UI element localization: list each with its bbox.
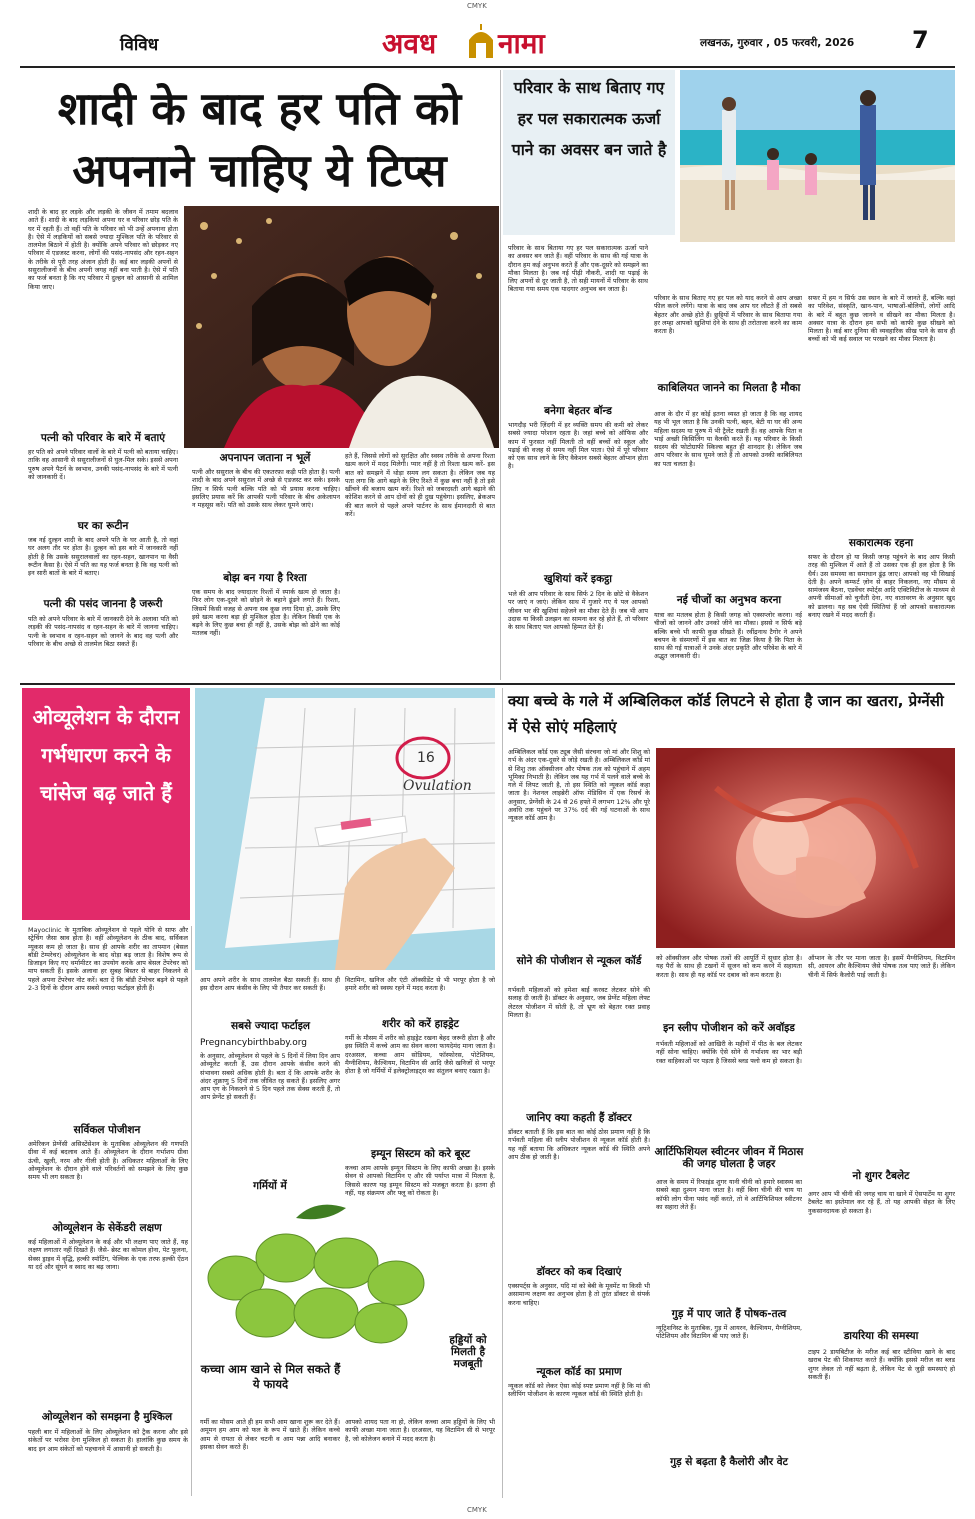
article2-col3-positive: सफर के दौरान हो या किसी जगह पहुंचने के बाद आप किसी तरह की मुश्किल में आते हैं तो उसका एक ही हल होता है कि धैर्य। उस समस्या का समाधान ढूंढ़ जाए। आपको वह भी सिखाई देती है। अपने कम्फर्ट ज़ोन से बाहर निकलना, नए मौसम से सामंजस्य बैठना, एडवेंचर स्पोर्ट्स आदि एक्टिविटीज के माध्यम से अपनी सीमाओं को चुनौती देना, नए वातावरण के अनुसार खुद को ढालना। यह सब ऐसी स्थितियां हैं जो आपको सकारात्मक बनाए रखने में मदद करती हैं।: [808, 553, 955, 620]
top-print-marks: [0, 0, 975, 14]
article3-col2-intro: आप अपने शरीर के साथ तालमेल बैठा सकती हैं। साथ ही इस दौरान आप कंसीव के लिए भी तैयार कर सकती हैं।: [200, 976, 340, 993]
page-header: [0, 14, 975, 66]
heading-likes: पत्नी की पसंद जानना है जरूरी: [43, 598, 163, 610]
fetus-photo: [656, 748, 955, 948]
fertile-source: Pregnancybirthbaby.org: [200, 1038, 307, 1048]
couple-photo: [184, 206, 499, 448]
heading-avoid: इन स्लीप पोजीशन को करें अवॉइड: [663, 1022, 795, 1034]
heading-burden: बोझ बन गया है रिश्ता: [223, 572, 307, 584]
logo-left: अवध: [382, 27, 437, 60]
article3-col1-cervical: अमेरिकन प्रेग्नेंसी असिस्टेंसेशन के मुताबिक ओव्यूलेशन की गणपति ग्रीवा में कई बदलाव आते हैं। ओव्यूलेशन के दौरान गर्भाशय ग्रीवा ऊंची, खुली, नरम और गीली होती है। अधिकतर महिलाओं के लिए ओव्यूलेशन के दौरान होने वाले परिवर्तनों को समझने के लिए कुछ समय भी लग सकता है।: [28, 1140, 188, 1182]
article3-col1-hard: पहली बार में महिलाओं के लिए ओव्यूलेशन को ट्रैक करना और इसे संकेतों पर भरोसा देना मुश्किल हो सकता है। हालांकि कुछ समय के बाद इन आम संकेतों को पहचानने में आसानी हो सकती है।: [28, 1428, 188, 1453]
heading-calorie: गुड़ से बढ़ता है कैलोरी और वेट: [670, 1456, 788, 1468]
heading-family: पत्नी को परिवार के बारे में बताएं: [40, 432, 166, 444]
article4-col1-intro: अम्बिलिकल कॉर्ड एक ट्यूब जैसी संरचना जो मां और शिशु को गर्भ के अंदर एक-दूसरे से जोड़े रखती है। अम्बिलिकल कॉर्ड मां से शिशु तक ऑक्सीजन और पोषक तत्व को पहुंचाने में अहम भूमिका निभाती है। लेकिन जब यह गर्भ में पलने वाले बच्चे के गले में लिपट जाती है, तो इस स्थिति को न्यूकल कॉर्ड कहा जाता है। नेशनल लाइब्रेरी ऑफ मेडिसिन में एक रिसर्च के अनुसार, प्रेग्नेंसी के 24 से 26 हफ्ते में लगभग 12% और पूरे अवधि तक पहुंचने पर 37% दर्द की गई घटनाओं के साथ न्यूकल कॉर्ड आम है।: [508, 748, 650, 823]
article3-col3-cont: विटामिन, खनिज और एंटी ऑक्सीडेंट से भी भरपूर होता है जो हमारे शरीर को स्वस्थ रहने में मदद करता है।: [345, 976, 495, 993]
heading-bones: हड्डियों को मिलती है मजबूती: [449, 1334, 487, 1370]
page-number: 7: [912, 26, 929, 54]
article2-col1-joy: भले की आप परिवार के साथ सिर्फ 2 दिन के छोटे से वैकेशन पर जाएं न जाएं। लेकिन साथ में गुजारे गए ये पल आपको जीवन भर की खुशियां सहेजने का मौका देते हैं। जब भी आप उदास या किसी उलझन का सामना कर रहे होते हैं, तो परिवार के साथ बिताए पल आपको हिम्मत देते हैं।: [508, 590, 648, 632]
raw-mango-photo: [196, 1198, 436, 1348]
heading-secondary: ओव्यूलेशन के सेकेंडरी लक्षण: [52, 1222, 162, 1234]
article2-col1-intro: परिवार के साथ बिताया गए हर पल सकारात्मक ऊर्जा पाने का अवसर बन जाते हैं। वहीं परिवार के साथ की गई यात्रा के दौरान हम कई अनुभव करते हैं और एक-दूसरे को समझने का मौका मिलता है। जब नई पीढ़ी नौकरी, शादी या पढ़ाई के लिए अपनों से दूर जाती है, तो सही मायनों में परिवार के साथ बिताया गया समय एक यादगार अनुभव बन जाता है।: [508, 244, 648, 294]
article2-title: परिवार के साथ बिताए गए हर पल सकारात्मक ऊर्जा पाने का अवसर बन जाते है: [511, 78, 667, 159]
family-beach-photo: [680, 70, 955, 242]
heading-hydrate: शरीर को करें हाइड्रेट: [382, 1018, 459, 1030]
heading-joy: खुशियां करें इकट्ठा: [543, 573, 612, 585]
calendar-day: 16: [417, 750, 435, 766]
article4-col2-avoid: गर्भवती महिलाओं को आखिरी के महीनों में पीठ के बल लेटकर नहीं सोना चाहिए। क्योंकि ऐसे सोने से गर्भाशय का भार बड़ी रक्त वाहिकाओं पर पड़ता है जिससे ब्लड फ्लो कम हो सकता है।: [656, 1040, 802, 1065]
article3-col1-intro: Mayoclinic के मुताबिक ओव्यूलेशन से पहले योनि से साफ और स्ट्रेचिंग जैसा स्राव होता है। वहीं ओव्यूलेशन के ठीक बाद, सर्विकल म्यूकस कम हो जाता है। साथ ही आपके शरीर का तापमान (बेसल बॉडी टेम्परेचर) ओव्यूलेशन के बाद थोड़ा बढ़ जाता है। विशेष रूप से डिजाइन किए गए थर्मामीटर का उपयोग करके आप बेसल टेंपरेचर को माप सकती हैं। इसके अलावा हर सुबह बिस्तर से बाहर निकलने से पहले अपना टेंपरेचर नोट करें। बता दें कि बॉडी टेंपरेचर बढ़ने से पहले 2-3 दिनों के दौरान आप सबसे ज्यादा फर्टाइल होती हैं।: [28, 926, 188, 993]
article1-col1-routine: जब नई दुल्हन शादी के बाद अपने पति के घर आती है, तो वहां घर अलग तौर पर होता है। दुल्हन को इस बारे में जानकारी नहीं होती है कि उसके ससुरालवालों का रहन-सहन, खानपान या वैसी रूटीन कैसा है। ऐसे में पति का यह फर्ज बनता है कि वह पत्नी को इन सारी बातों के बारे में बताए।: [28, 536, 178, 578]
article4-col1-proof: न्यूकल कॉर्ड को लेकर ऐसा कोई स्पष्ट प्रमाण नहीं है कि मां की स्लीपिंग पोजीशन के कारण न्यूकल कॉर्ड की स्थिति होती है।: [508, 1382, 650, 1399]
heading-doctor: जानिए क्या कहती हैं डॉक्टर: [526, 1112, 632, 1124]
heading-digest: गुड़ में पाए जाते हैं पोषक-तत्व: [671, 1308, 787, 1320]
dateline: लखनऊ, गुरुवार , 05 फरवरी, 2026: [700, 37, 855, 49]
article1-col1-likes: पति को अपने परिवार के बारे में जानकारी देने के अलावा पति को लड़की की पसंद-नापसंद व रहन-सहन के बारे में जानना चाहिए। पत्नी के स्वभाव व रहन-सहन को जानने के बाद वह पत्नी और परिवार के बीच अच्छे से तालमेल बिठा सकते हैं।: [28, 615, 178, 648]
article4-col2-digest: न्यूट्रिशनिस्ट के मुताबिक, गुड़ में आयरन, कैल्शियम, मैग्नीशियम, पोटेशियम और विटामिन बी पाए जाते हैं।: [656, 1324, 802, 1341]
heading-new: नई चीजों का अनुभव करना: [676, 594, 782, 606]
article3-col1-secondary: कई महिलाओं में ओव्यूलेशन के कई और भी लक्षण पाए जाते हैं, यह लक्षण लगातार नहीं दिखते हैं। जैसे- ब्रेस्ट का कोमल होना, पेट फूलना, सेक्स ड्राइव में वृद्धि, हल्की स्पॉटिंग, पेल्विक के एक तरफ हल्की ऐंठन या दर्द और सूंघने व स्वाद का बढ़ जाना।: [28, 1238, 188, 1271]
cmyk-label-bottom: CMYK: [467, 1506, 487, 1514]
heading-bond: बनेगा बेहतर बॉन्ड: [544, 405, 612, 417]
heading-positive: सकारात्मक रहना: [848, 537, 914, 549]
article4-col1-doctor: डॉक्टर बताती हैं कि इस बात का कोई ठोस प्रमाण नहीं है कि गर्भवती महिला की स्लीप पोजीशन से न्यूकल कॉर्ड होती है। यह नहीं बताया कि अधिकतर न्यूकल कॉर्ड की स्थिति अपने आप ठीक हो जाती है।: [508, 1128, 650, 1161]
column-rule-1: [500, 70, 501, 680]
heading-cervical: सर्विकल पोजीशन: [73, 1124, 141, 1136]
heading-skill: काबिलियत जानने का मिलता है मौका: [657, 382, 801, 394]
mango-caption: कच्चा आम खाने से मिल सकते हैं ये फायदे: [200, 1362, 341, 1391]
article1-col2-burden: एक समय के बाद ज्यादातर रिश्तों में स्पार्क खत्म हो जाता है। फिर लोग एक-दूसरे को छोड़ने के बहाने ढूंढने लगते हैं। रिश्ता, जिसमें किसी वजह से अपना सब कुछ लगा दिया हो, उसके लिए इसे खत्म करना बड़ा ही मुश्किल होता है। लेकिन किसी एक के बढ़ने के लिए कुछ बचा ही नहीं है, उसके बोझ को ढोने का कोई मतलब नहीं।: [192, 588, 340, 638]
article4-title: क्या बच्चे के गले में अम्बिलिकल कॉर्ड लिपटने से होता है जान का खतरा, प्रेग्नेंसी में ऐसे सोएं महिलाएं: [508, 692, 944, 736]
calendar-ovulation-label: Ovulation: [403, 778, 472, 794]
heading-hard: ओव्यूलेशन को समझना है मुश्किल: [41, 1411, 173, 1423]
bottom-print-marks: [0, 1503, 975, 1519]
article2-col3-intro: सफर में हम न सिर्फ उस स्थान के बारे में जानते हैं, बल्कि वहां का परिवेश, संस्कृति, खान-पान, भाषाओं-बोलियों, लोगों आदि के बारे में बहुत कुछ जानने व सीखने का मौका मिलता है। अक्सर यात्रा के दौरान हम सभी को काफी कुछ सीखने को मिलता है। कई बार दुनिया की व्यवहारिक सीख पाने के साथ ही बच्चों को भी कई सवाल पर परखने का मौका मिलता है।: [808, 294, 955, 344]
article1-col1-family: हर पति को अपने परिवार वालों के बारे में पत्नी को बताया चाहिए। ताकि वह आसानी से ससुरालीजनों से घुल-मिल सके। इससे अपना पुरुष अपने पैटर्न के स्वभाव, उनकी पसंद-नापसंद के बारे में पत्नी को जानकारी दें।: [28, 448, 178, 481]
cmyk-label-top: CMYK: [467, 2, 487, 10]
logo-right: नामा: [498, 27, 545, 60]
header-rule: [20, 66, 955, 68]
masthead-logo: [382, 24, 582, 64]
article2-col2-intro: परिवार के साथ बिताए गए हर पल को याद करने से आप अच्छा फील करने लगेंगे। यात्रा के बाद जब आप घर लौटते हैं तो सबसे बेहतर और अच्छे होते हैं। छुट्टियों में परिवार के साथ बिताया गया हर लम्हा आपको खुशियां देने के साथ ही तरोताजा करने का काम करता है।: [654, 294, 802, 336]
column-rule-3: [191, 926, 192, 1496]
section-label: विविध: [120, 35, 159, 55]
heading-immune: इम्यून सिस्टम को करे बूस्ट: [370, 1148, 471, 1160]
article3-col3-bones: आपको शायद पता ना हो, लेकिन कच्चा आम हड्डियों के लिए भी काफी अच्छा माना जाता है। दरअसल, यह विटामिन सी से भरपूर है, जो कोलेजन बनाने में मदद करता है।: [345, 1418, 495, 1443]
heading-routine: घर का रूटीन: [77, 520, 129, 532]
calendar-photo: [195, 688, 495, 970]
heading-diarrhea: डायरिया की समस्या: [843, 1330, 919, 1342]
article2-col2-new: यात्रा का मतलब होता है किसी जगह को एक्सप्लोर करना। नई चीजों को जानने और उनको जीने का मौका। इससे न सिर्फ बड़े बल्कि बच्चे भी काफी कुछ सीखते हैं। रवींद्रनाथ टैगोर ने अपने बचपन के संस्मरणों में इस बात का जिक्र किया है कि पिता के साथ की गई यात्राओं ने उनके अंदर प्रकृति और परिवेश के बारे में अद्भुत जानकारी दी।: [654, 611, 802, 661]
article4-col3-sugar: अगर आप भी चीनी की जगह चाय या खाने में ऐसपार्टेम या शुगर टैबलेट का इस्तेमाल कर रहे हैं, तो यह आपकी सेहत के लिए नुकसानदायक हो सकता है।: [808, 1190, 955, 1215]
mango-caption-top: गर्मियों में: [253, 1180, 287, 1192]
article4-col3-diarrhea: टाइप 2 डायबिटीज के मरीज कई बार स्टीविया खाने के बाद खराब पेट की शिकायत करते हैं। क्योंकि इससे मरीज का ब्लड शुगर लेवल तो नहीं बढ़ता है, लेकिन पेट से जुड़ी समस्याएं हो सकती हैं।: [808, 1348, 955, 1381]
article1-title: शादी के बाद हर पति को अपनाने चाहिए ये टिप्स: [57, 82, 462, 197]
heading-fertile: सबसे ज्यादा फर्टाइल: [231, 1020, 310, 1032]
article3-title-box: ओव्यूलेशन के दौरान गर्भधारण करने के चांसेज बढ़ जाते हैं: [22, 688, 190, 920]
heading-proof: न्यूकल कॉर्ड का प्रमाण: [536, 1366, 622, 1378]
heading-artificial: आर्टिफिशियल स्वीटनर जीवन में मिठास की जगह घोलता है जहर: [654, 1146, 804, 1170]
logo-dome-icon: [466, 24, 496, 58]
article2-col2-skill: आज के दौर में हर कोई इतना व्यस्त हो जाता है कि वह शायद यह भी भूल जाता है कि उनकी पत्नी, बहन, बेटी या घर की अन्य महिला सदस्य या पुरुष में भी ट्रैलेंट रखती हैं। वह आपके पिता व भाई अच्छी किसिलिंग या वैलकी करते हैं। यह परिवार के किसी सदस्य की फोटोग्राफी स्किल्स बहुत ही शानदार है। लेकिन जब आप परिवार के साथ घूमने जाते हैं तो आपको उनकी काबिलियत का पता चलता है।: [654, 410, 802, 468]
article3-col-mango: गर्मी का मौसम आते ही हम सभी आम खाना शुरू कर देते हैं। अमूमन हम आम को फल के रूप में खाते हैं। लेकिन कच्चे आम से रायता से लेकर चटनी व आम पन्ना आदि बनाकर इसका सेवन करते हैं।: [200, 1418, 340, 1451]
article1-col3-cont: हते हैं, जिससे लोगों को सुरक्षित और स्वस्थ तरीके से अपना रिश्ता खत्म करने में मदद मिलेगी। प्यार नहीं है तो रिश्ता खत्म करें- इस बात को समझने में थोड़ा समय लग सकता है। लेकिन जब यह पता लगा कि आगे बढ़ने के लिए रिश्ते में कुछ बचा नहीं है तो इसे खींचने की बजाय खत्म करें। रिश्ते को जबरदस्ती आगे बढ़ाने की कोशिश करने से आप दोनों को ही दुख पहुंचेगा। इसलिए, ब्रेकअप की बात करने से पहले अपने पार्टनर के साथ ईमानदारी से बात करें।: [345, 452, 495, 519]
article4-col1-dont-fear: एक्सपर्ट्स के अनुसार, यदि मां को बेबी के मूवमेंट या किसी भी असामान्य लक्षण का अनुभव होता है तो तुरंत डॉक्टर से संपर्क करना चाहिए।: [508, 1282, 650, 1307]
article4-col2-artificial: आज के समय में रिफाइंड शुगर यानी चीनी को हमारे स्वास्थ्य का सबसे बड़ा दुश्मन माना जाता है। वहीं बिना चीनी की चाय या कॉफी लोग पीना पसंद नहीं करते, तो वे आर्टिफिशियल स्वीटनर का सहारा लेते हैं।: [656, 1178, 802, 1211]
article3-col3-hydrate: गर्मी के मौसम में शरीर को हाइड्रेट रखना बेहद जरूरी होता है और इस स्थिति में कच्चे आम का सेवन करना फायदेमंद माना जाता है। दरअसल, कच्चा आम सोडियम, फॉस्फोरस, पोटेशियम, मैग्नीशियम, कैल्शियम, विटामिन सी आदि जैसे खनिजों से भरपूर होता है जो गर्मियों में इलेक्ट्रोलाइट्स का संतुलन बनाए रखता है।: [345, 1034, 495, 1076]
article3-col3-immune: कच्चा आम आपके इम्यून सिस्टम के लिए काफी अच्छा है। इसके सेवन से आपको विटामिन ए और सी पर्याप्त मात्रा में मिलता है, जिससे कारण यह इम्यून सिस्टम को मजबूत करता है। इतना ही नहीं, यह संक्रमण और फ्लू को रोकता है।: [345, 1164, 495, 1197]
heading-sleep-side: सोने की पोजीशन से न्यूकल कॉर्ड: [516, 955, 642, 967]
mid-rule: [20, 683, 955, 685]
article4-col2-top: को ऑक्सीजन और पोषक तत्वों की आपूर्ति में सुधार होता है। यह पैरों के साथ ही टखनों में सूजन को कम करने में सहायता करता है। साथ ही यह कॉर्ड पर दबाव को कम करता है।: [656, 954, 802, 979]
article3-col2-fertile: के अनुसार, ओव्यूलेशन से पहले के 5 दिनों में लिया दिन आप ओव्यूलेट करती हैं, उस दौरान आपके कंसीव करने की संभावना सबसे अधिक होती है। बता दें कि आपके शरीर के अंदर शुक्राणु 5 दिनों तक जीवित रह सकते हैं। इसलिए अगर आप एग के निकलने से 5 दिन पहले तक सेक्स करती हैं, तो आप प्रेग्नेंट हो सकती हैं।: [200, 1052, 340, 1102]
heading-sugar: नो शुगर टैबलेट: [852, 1170, 910, 1182]
heading-dont-fear: डॉक्टर को कब दिखाएं: [536, 1266, 622, 1278]
article4-col1-sleep: गर्भवती महिलाओं को हमेशा बाईं करवट लेटकर सोने की सलाह दी जाती है। डॉक्टर के अनुसार, जब प्रेग्नेंट महिला लेफ्ट लेटरल पोजीशन में सोती है, तो भ्रूण को बेहतर रक्त प्रवाह मिलता है।: [508, 986, 650, 1019]
article1-col2-belong: पत्नी और ससुराल के बीच की एकतरफ़ा कड़ी पति होता है। पत्नी शादी के बाद अपने ससुराल में अच्छे से एडजस्ट कर सके। इसके लिए न सिर्फ पत्नी बल्कि पति को भी प्रयास करना चाहिए। इसलिए प्रयास करें कि आपकी पत्नी परिवार के बीच अकेलापन न महसूस करें। पति को उसके साथ लेकर घूमने जाएं।: [192, 468, 340, 510]
article2-col1-bond: भागदौड़ भरी ज़िंदगी में हर व्यक्ति समय की कमी को लेकर सबसे ज्यादा परेशान रहता है। जहां बच्चे को ऑफिस और काम में फुरसत नहीं मिलती तो वहीं बच्चों को स्कूल और पढ़ाई की वजह से समय नहीं मिल पाता। ऐसे में पूरे परिवार को एक साथ लाने के लिए वैकेशन सबसे बेहतर ऑप्शन होता है।: [508, 421, 648, 471]
column-rule-2: [502, 688, 503, 1498]
heading-belong: अपनापन जताना न भूलें: [219, 452, 311, 464]
article4-col3-top: ऑप्शन के तौर पर माना जाता है। इसमें मैग्नीशियम, विटामिन सी, आयरन और कैल्शियम जैसे पोषक तत्व पाए जाते हैं। लेकिन चीनी में सिर्फ कैलोरी पाई जाती है।: [808, 954, 955, 979]
article1-col1-intro: शादी के बाद हर लड़के और लड़की के जीवन में तमाम बदलाव आते हैं। शादी के बाद लड़कियां अपना घर व परिवार छोड़ पति के घर में रहती हैं। तो वहीं पति के परिवार को भी उन्हें अपनाना होता है। ऐसे में लड़कियों को सबसे ज्यादा मुश्किल पति के परिवार से तालमेल बिठाने में होती है। क्योंकि अपने परिवार को छोड़कर नए परिवार में एडजस्ट करना, लोगों की पसंद-नापसंद और रहन-सहन के तरीके से पूरी तरह अंजान होती हैं। कई बार लड़की अपनों से ससुरालीजनों के बीच अपनी जगह नहीं बना पाती है। ऐसे में पति का फर्ज बनता है कि नए परिवार में दुल्हन को आसानी से शामिल किया जाए।: [28, 208, 178, 291]
